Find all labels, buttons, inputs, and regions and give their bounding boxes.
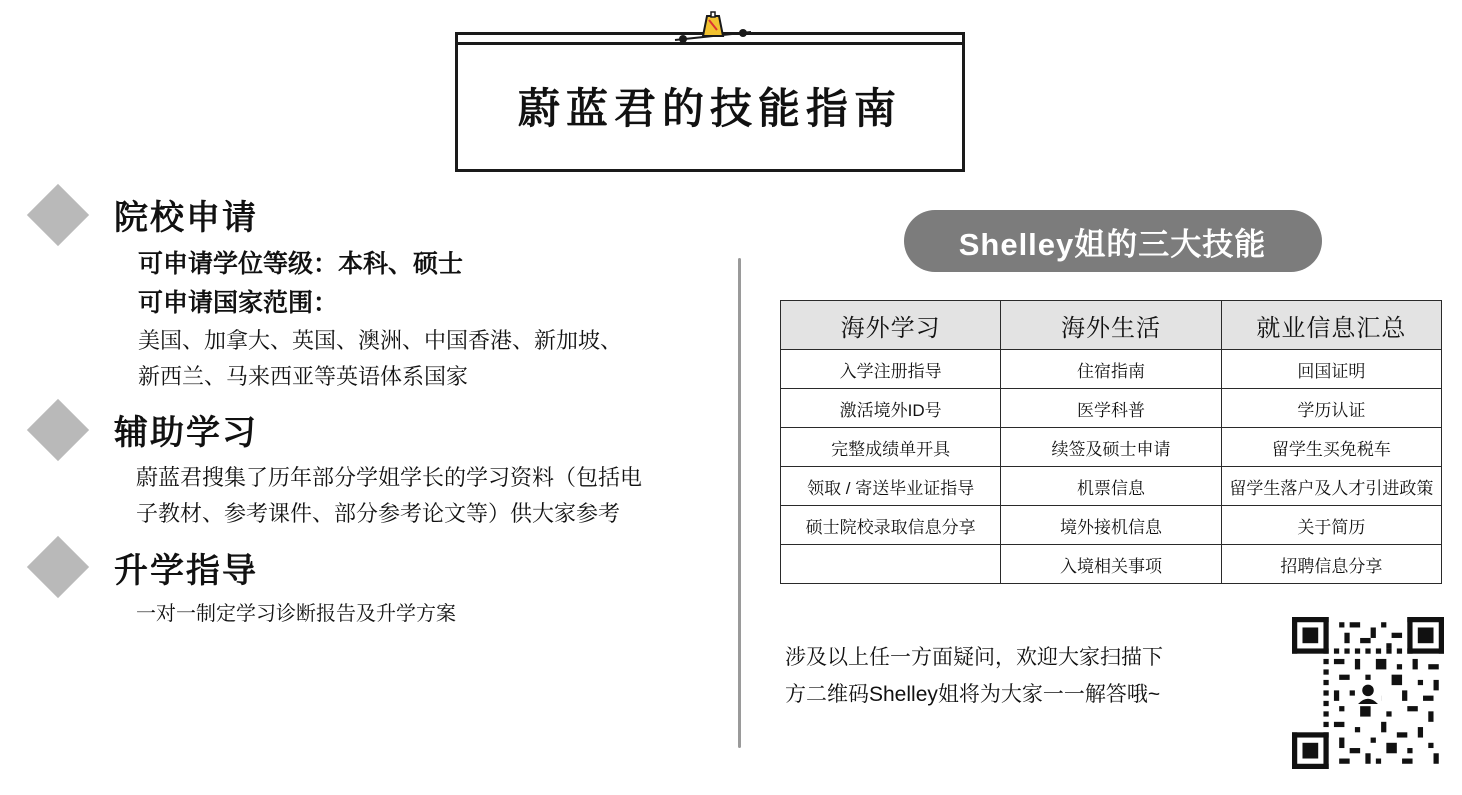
table-cell: 激活境外ID号 (781, 389, 1001, 428)
table-row (781, 389, 1442, 428)
table-row (781, 506, 1442, 545)
diamond-bullet-icon (27, 536, 89, 598)
section-heading (28, 405, 728, 454)
table-row (781, 428, 1442, 467)
section-application (28, 190, 728, 395)
contact-note (785, 640, 1255, 714)
table-row (781, 350, 1442, 389)
table-cell: 完整成绩单开具 (781, 428, 1001, 467)
section-title: 辅助学习 (114, 414, 258, 453)
bell-deco-icon (673, 10, 753, 54)
section-line: 蔚蓝君搜集了历年部分学姐学长的学习资料（包括电 (136, 465, 643, 491)
table-row (781, 467, 1442, 506)
section-line: 可申请国家范围： (138, 288, 339, 317)
table-header-cell: 海外学习 (781, 301, 1001, 350)
diamond-bullet-icon (27, 183, 89, 245)
table-cell: 留学生落户及人才引进政策 (1221, 467, 1441, 506)
section-study-support (28, 405, 728, 533)
section-heading (28, 543, 728, 592)
table-cell: 住宿指南 (1001, 350, 1221, 389)
table-cell: 入境相关事项 (1001, 545, 1221, 584)
section-body (28, 245, 728, 395)
section-title: 升学指导 (114, 551, 258, 590)
table-cell: 机票信息 (1001, 467, 1221, 506)
table-header-row (781, 301, 1442, 350)
header-banner (455, 32, 965, 172)
table-cell: 学历认证 (1221, 389, 1441, 428)
vertical-divider (738, 258, 741, 748)
right-column (780, 210, 1445, 584)
left-column (28, 190, 728, 640)
page-title: 蔚蓝君的技能指南 (517, 85, 902, 132)
table-cell: 续签及硕士申请 (1001, 428, 1221, 467)
section-body (28, 598, 728, 630)
section-further-study (28, 543, 728, 630)
skills-table (780, 300, 1442, 584)
table-row (781, 545, 1442, 584)
section-line: 子教材、参考课件、部分参考论文等）供大家参考 (136, 501, 621, 527)
table-cell: 境外接机信息 (1001, 506, 1221, 545)
table-cell: 入学注册指导 (781, 350, 1001, 389)
contact-note-line: 涉及以上任一方面疑问，欢迎大家扫描下 (785, 646, 1163, 669)
section-line: 可申请学位等级：本科、硕士 (138, 250, 464, 278)
section-line: 一对一制定学习诊断报告及升学方案 (136, 602, 456, 625)
skills-pill-title: Shelley姐的三大技能 (904, 210, 1322, 272)
table-cell: 留学生买免税车 (1221, 428, 1441, 467)
table-header-cell: 海外生活 (1001, 301, 1221, 350)
table-cell (781, 545, 1001, 584)
contact-note-line: 方二维码Shelley姐将为大家一一解答哦~ (785, 682, 1161, 706)
qr-code (1292, 617, 1444, 769)
section-title: 院校申请 (114, 199, 258, 237)
section-body (28, 460, 728, 533)
table-cell: 招聘信息分享 (1221, 545, 1441, 584)
diamond-bullet-icon (27, 398, 89, 460)
table-header-cell: 就业信息汇总 (1221, 301, 1441, 350)
table-cell: 回国证明 (1221, 350, 1441, 389)
table-cell: 关于简历 (1221, 506, 1441, 545)
section-line: 新西兰、马来西亚等英语体系国家 (138, 363, 469, 389)
section-line: 美国、加拿大、英国、澳洲、中国香港、新加坡、 (138, 327, 623, 353)
section-heading (28, 190, 728, 239)
table-cell: 硕士院校录取信息分享 (781, 506, 1001, 545)
table-cell: 领取 / 寄送毕业证指导 (781, 467, 1001, 506)
table-cell: 医学科普 (1001, 389, 1221, 428)
